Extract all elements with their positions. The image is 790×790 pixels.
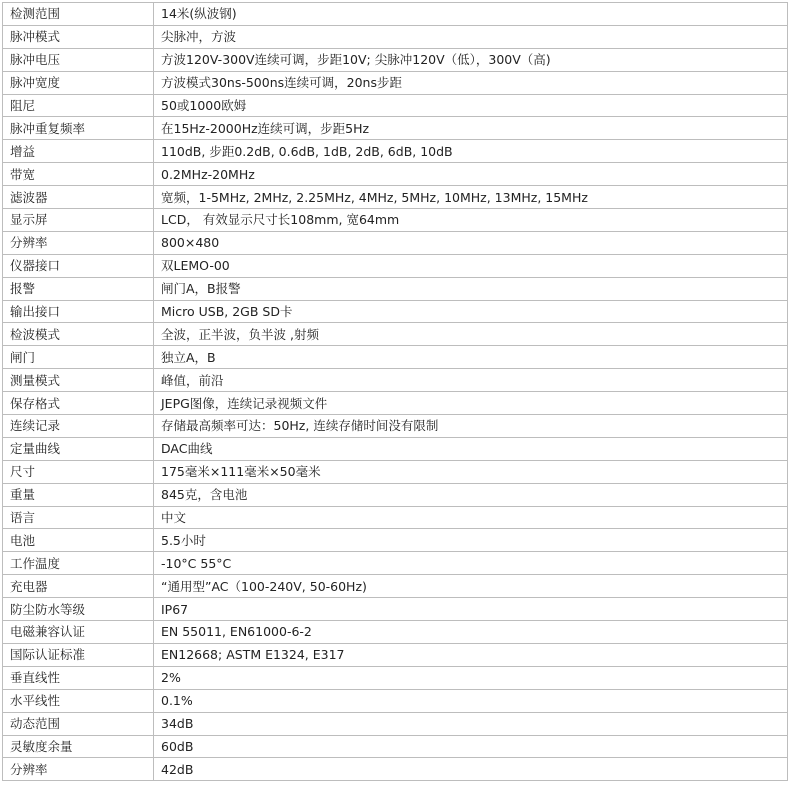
spec-value: IP67	[154, 598, 788, 621]
spec-label: 灵敏度余量	[3, 735, 154, 758]
spec-label: 工作温度	[3, 552, 154, 575]
spec-label: 分辨率	[3, 758, 154, 781]
spec-value: 2%	[154, 666, 788, 689]
table-row	[3, 140, 788, 163]
table-row	[3, 25, 788, 48]
spec-label: 分辨率	[3, 231, 154, 254]
table-row	[3, 437, 788, 460]
spec-label: 增益	[3, 140, 154, 163]
spec-value: Micro USB, 2GB SD卡	[154, 300, 788, 323]
spec-value: 尖脉冲，方波	[154, 25, 788, 48]
spec-value: 双LEMO-00	[154, 254, 788, 277]
spec-value: 闸门A，B报警	[154, 277, 788, 300]
spec-value: 14米(纵波钢)	[154, 3, 788, 26]
spec-label: 重量	[3, 483, 154, 506]
table-row	[3, 71, 788, 94]
table-row	[3, 598, 788, 621]
spec-label: 仪器接口	[3, 254, 154, 277]
table-row	[3, 552, 788, 575]
spec-label: 脉冲电压	[3, 48, 154, 71]
table-row	[3, 506, 788, 529]
table-row	[3, 460, 788, 483]
spec-label: 尺寸	[3, 460, 154, 483]
spec-value: EN12668; ASTM E1324, E317	[154, 643, 788, 666]
spec-value: 方波模式30ns-500ns连续可调，20ns步距	[154, 71, 788, 94]
spec-value: DAC曲线	[154, 437, 788, 460]
spec-label: 脉冲宽度	[3, 71, 154, 94]
spec-label: 阻尼	[3, 94, 154, 117]
table-row	[3, 231, 788, 254]
table-row	[3, 689, 788, 712]
spec-value: 在15Hz-2000Hz连续可调，步距5Hz	[154, 117, 788, 140]
table-row	[3, 666, 788, 689]
table-row	[3, 277, 788, 300]
table-row	[3, 735, 788, 758]
table-row	[3, 621, 788, 644]
spec-value: 845克，含电池	[154, 483, 788, 506]
spec-label: 滤波器	[3, 186, 154, 209]
spec-value: EN 55011, EN61000-6-2	[154, 621, 788, 644]
spec-label: 报警	[3, 277, 154, 300]
spec-label: 垂直线性	[3, 666, 154, 689]
spec-value: 独立A，B	[154, 346, 788, 369]
spec-label: 水平线性	[3, 689, 154, 712]
spec-value: 110dB, 步距0.2dB, 0.6dB, 1dB, 2dB, 6dB, 10dB	[154, 140, 788, 163]
table-row	[3, 643, 788, 666]
table-row	[3, 254, 788, 277]
table-row	[3, 346, 788, 369]
spec-label: 脉冲重复频率	[3, 117, 154, 140]
spec-table-body	[3, 3, 788, 781]
spec-value: LCD， 有效显示尺寸长108mm, 宽64mm	[154, 209, 788, 232]
spec-value: 800×480	[154, 231, 788, 254]
spec-value: 宽频，1-5MHz, 2MHz, 2.25MHz, 4MHz, 5MHz, 10MHz, 13MHz, 15MHz	[154, 186, 788, 209]
spec-label: 充电器	[3, 575, 154, 598]
table-row	[3, 163, 788, 186]
spec-label: 电磁兼容认证	[3, 621, 154, 644]
spec-value: JEPG图像，连续记录视频文件	[154, 392, 788, 415]
spec-value: 50或1000欧姆	[154, 94, 788, 117]
spec-label: 显示屏	[3, 209, 154, 232]
spec-label: 脉冲模式	[3, 25, 154, 48]
table-row	[3, 323, 788, 346]
table-row	[3, 300, 788, 323]
table-row	[3, 369, 788, 392]
table-row	[3, 48, 788, 71]
spec-value: 34dB	[154, 712, 788, 735]
table-row	[3, 529, 788, 552]
spec-label: 电池	[3, 529, 154, 552]
spec-value: 全波，正半波，负半波 ,射频	[154, 323, 788, 346]
spec-value: 0.2MHz-20MHz	[154, 163, 788, 186]
table-row	[3, 117, 788, 140]
spec-value: -10°C 55°C	[154, 552, 788, 575]
spec-label: 检波模式	[3, 323, 154, 346]
spec-label: 保存格式	[3, 392, 154, 415]
spec-label: 定量曲线	[3, 437, 154, 460]
spec-value: 方波120V-300V连续可调，步距10V; 尖脉冲120V（低），300V（高)	[154, 48, 788, 71]
spec-value: 存储最高频率可达：50Hz, 连续存储时间没有限制	[154, 415, 788, 438]
spec-value: 42dB	[154, 758, 788, 781]
spec-value: 0.1%	[154, 689, 788, 712]
spec-table	[2, 2, 788, 781]
table-row	[3, 392, 788, 415]
table-row	[3, 575, 788, 598]
spec-value: 峰值，前沿	[154, 369, 788, 392]
spec-value: 5.5小时	[154, 529, 788, 552]
spec-label: 测量模式	[3, 369, 154, 392]
spec-label: 检测范围	[3, 3, 154, 26]
table-row	[3, 415, 788, 438]
table-row	[3, 712, 788, 735]
table-row	[3, 186, 788, 209]
spec-label: 国际认证标准	[3, 643, 154, 666]
spec-label: 动态范围	[3, 712, 154, 735]
spec-label: 输出接口	[3, 300, 154, 323]
table-row	[3, 758, 788, 781]
spec-value: 60dB	[154, 735, 788, 758]
spec-label: 闸门	[3, 346, 154, 369]
spec-value: 中文	[154, 506, 788, 529]
spec-label: 语言	[3, 506, 154, 529]
table-row	[3, 94, 788, 117]
spec-label: 连续记录	[3, 415, 154, 438]
spec-value: “通用型”AC（100-240V, 50-60Hz)	[154, 575, 788, 598]
spec-label: 带宽	[3, 163, 154, 186]
table-row	[3, 3, 788, 26]
spec-value: 175毫米×111毫米×50毫米	[154, 460, 788, 483]
spec-label: 防尘防水等级	[3, 598, 154, 621]
table-row	[3, 483, 788, 506]
table-row	[3, 209, 788, 232]
spec-table-container	[2, 2, 788, 781]
